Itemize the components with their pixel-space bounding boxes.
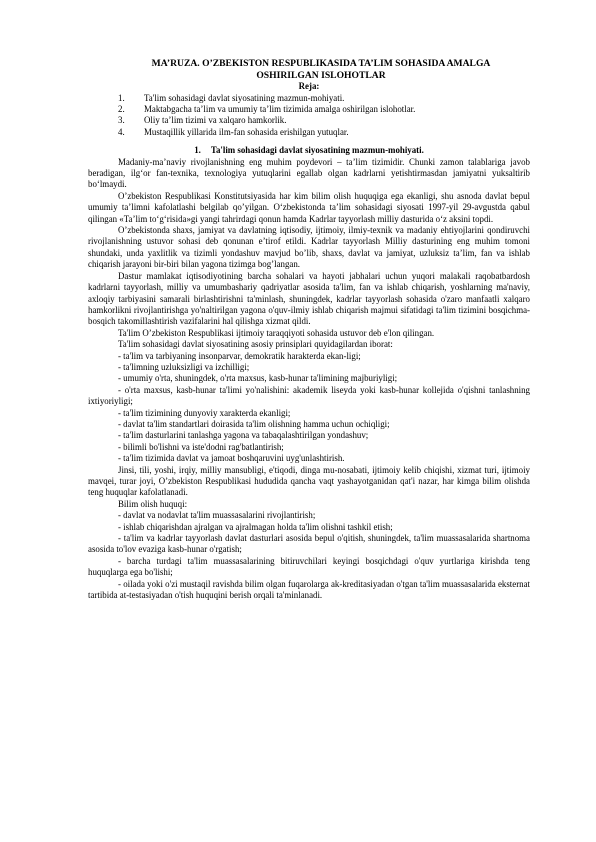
paragraph: Jinsi, tili, yoshi, irqiy, milliy mansubligi, e'tiqodi, dinga mu-nosabati, ijtimoiy kelib chiqishi, xizmat turi, ijtimoiy mavqei, turar joyi, O’zbekiston Respublikasi hududida qancha vaqt yashayotganidan qat'i nazar, har kimga bilim olishda teng huquqlar kafolatlanadi. [88, 464, 530, 498]
paragraph: O’zbekiston Respublikasi Konstitutsiyasida har kim bilim olish huquqiga ega ekanligi, shu asnoda davlat bepul umumiy ta’limni kafolatlashi belgilab qo’yilgan. O‘zbekistonda ta’lim sohasidagi siyosati 1997-yil 29-avgustda qabul qilingan «Ta’lim to‘g‘risida»gi yangi tahrirdagi qonun hamda Kadrlar tayyorlash milliy dasturida o‘z aksini topdi. [88, 190, 530, 224]
plan-item-number: 1. [118, 92, 125, 103]
lecture-title [88, 58, 530, 81]
plan-item-number: 4. [118, 126, 125, 137]
list-item: - ta'lim tizimida davlat va jamoat boshqaruvini uyg'unlashtirish. [118, 453, 345, 464]
paragraph: Ta'lim sohasidagi davlat siyosatining asosiy prinsiplari quyidagilardan iborat: [118, 339, 393, 350]
list-item: - ta'lim tizimining dunyoviy xarakterda ekanligi; [118, 407, 291, 418]
list-item: - ta'lim va tarbiyaning insonparvar, demokratik harakterda ekan-ligi; [118, 350, 361, 361]
plan-list [88, 93, 530, 139]
paragraph: Ta'lim O’zbekiston Respublikasi ijtimoiy taraqqiyoti sohasida ustuvor deb e'lon qilingan. [118, 327, 435, 338]
list-item: - davlat ta'lim standartlari doirasida ta'lim olishning hamma uchun ochiqligi; [118, 418, 390, 429]
list-item: - oilada yoki o'zi mustaqil ravishda bilim olgan fuqarolarga ak-kreditasiyadan o'tgan ta'lim muassasalarida eksternat tartibida at-testasiyadan o'tish huquqini berish orqali ta'minlanadi. [88, 578, 530, 601]
plan-item-text: Oliy ta’lim tizimi va xalqaro hamkorlik. [144, 115, 287, 126]
plan-heading: Reja: [298, 81, 320, 92]
plan-item [88, 104, 530, 115]
list-item: - ishlab chiqarishdan ajralgan va ajralmagan holda ta'lim olishni tashkil etish; [118, 521, 393, 532]
plan-item-number: 2. [118, 104, 125, 114]
document-content [88, 58, 530, 601]
plan-item [88, 127, 530, 138]
plan-item-number: 3. [118, 115, 125, 126]
section-number: 1. [194, 145, 201, 156]
list-item: - ta'lim va kadrlar tayyorlash davlat dasturlari asosida bepul o'qitish, shuningdek, ta'lim muassasalarida shartnoma asosida to'lov evaziga kasb-hunar o'rgatish; [88, 533, 530, 555]
lecture-title-line-1: MA’RUZA. O’ZBEKISTON RESPUBLIKASIDA TA’LIM SOHASIDA AMALGA [151, 58, 491, 69]
plan-item-text: Maktabgacha ta’lim va umumiy ta’lim tizimida amalga oshirilgan islohotlar. [144, 104, 416, 114]
plan-item-text: Ta'lim sohasidagi davlat siyosatining mazmun-mohiyati. [144, 92, 345, 103]
list-item: - ta'lim dasturlarini tanlashga yagona va tabaqalashtirilgan yondashuv; [118, 430, 369, 441]
paragraph: Dastur mamlakat iqtisodiyotining barcha sohalari va hayoti jabhalari uchun yuqori malakali raqobatbardosh kadrlarni tayyorlash, milliy va umumbashariy qadriyatlar asosida ta'lim, fan va ishlab chiqarish, yoshlarning ma'naviy, axloqiy tarbiyasini samarali birlashtirishni ta'minlash, shuningdek, kadrlar tayyorlash sohasida o'zaro manfaatli xalqaro hamkorlikni rivojlantirishga yo'naltirilgan yagona o'quv-ilmiy ishlab chiqarish majmui sifatidagi ta'lim tizimini bosqichma-bosqich takomillashtirish vazifalarini hal qilishga xizmat qildi. [88, 270, 530, 327]
section-heading [88, 145, 530, 156]
paragraph: Bilim olish huquqi: [118, 498, 188, 509]
list-item: - davlat va nodavlat ta'lim muassasalarini rivojlantirish; [118, 510, 316, 521]
plan-item [88, 115, 530, 126]
paragraph: Madaniy-ma’naviy rivojlanishning eng muhim poydevori – ta’lim tizimidir. Chunki zamon talablariga javob beradigan, ilg‘or fan-texnika, texnologiya yutuqlarini egallab olgan kadrlarni yetishtirmasdan jamiyatni yuksaltirib bo‘lmaydi. [88, 156, 530, 190]
list-item: - bilimli bo'lishni va iste'dodni rag'batlantirish; [118, 441, 284, 452]
list-item: - ta'limning uzluksizligi va izchilligi; [118, 361, 250, 372]
plan-item-text: Mustaqillik yillarida ilm-fan sohasida erishilgan yutuqlar. [144, 126, 349, 137]
plan-item [88, 93, 530, 104]
list-item: - o'rta maxsus, kasb-hunar ta'limi yo'nalishini: akademik liseyda yoki kasb-hunar kollejida o'qishni tanlashning ixtiyoriyligi; [88, 384, 530, 407]
section-title: Ta'lim sohasidagi davlat siyosatining mazmun-mohiyati. [210, 145, 424, 156]
list-item: - barcha turdagi ta'lim muassasalarining bitiruvchilari keyingi bosqichdagi o'quv yurtlariga kirishda teng huquqlarga ega bo'lishi; [88, 555, 530, 578]
paragraph: O’zbekistonda shaxs, jamiyat va davlatning iqtisodiy, ijtimoiy, ilmiy-texnik va madaniy ehtiyojlarini qondiruvchi rivojlanishning ustuvor sohasi deb qonunan e’tirof etildi. Kadrlar tayyorlash Milliy dasturining eng muhim tomoni shundaki, unda yaxlitlik va tizimli yondashuv mavjud bo’lib, shaxs, davlat va jamiyat, uzluksiz ta’lim, fan va ishlab chiqarish jarayoni bir-biri bilan yagona tizimga bog’langan. [88, 225, 530, 270]
lecture-title-line-2: OSHIRILGAN ISLOHOTLAR [256, 69, 386, 81]
list-item: - umumiy o'rta, shuningdek, o'rta maxsus, kasb-hunar ta'limining majburiyligi; [118, 373, 398, 384]
